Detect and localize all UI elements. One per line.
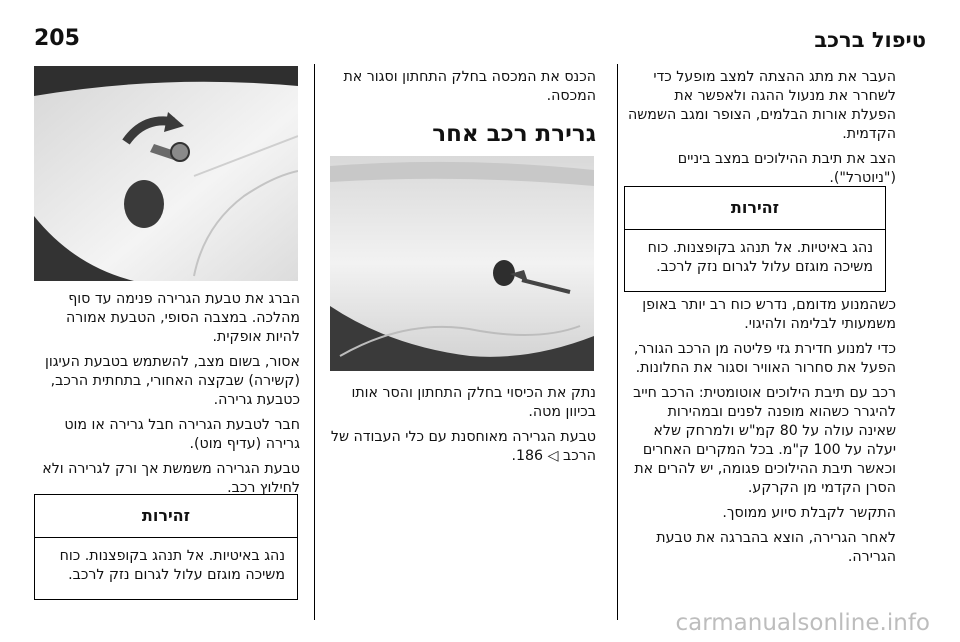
middle-column-bottom xyxy=(326,384,596,472)
paragraph: הכנס את המכסה בחלק התחתון וסגור את המכסה. xyxy=(343,69,596,104)
paragraph: רכב עם תיבת הילוכים אוטומטית: הרכב חייב להיגרר כשהוא מופנה לפנים ובמהירות שאינה עולה על 80 קמ"ש ולמרחק שלא יעלה על 100 ק"מ. בכל המקרים האחרים וכאשר תיבת ההילוכים פגומה, יש להרים את הסרן הקדמי מן הקרקע. xyxy=(633,385,896,496)
paragraph: חבר לטבעת הגרירה חבל גרירה או מוט גרירה (עדיף מוט). xyxy=(64,417,300,452)
towing-eye-illustration xyxy=(34,66,298,281)
towing-eye-photo xyxy=(34,66,298,281)
warning-box-left xyxy=(34,494,298,600)
chapter-title: טיפול ברכב xyxy=(814,28,926,52)
paragraph: לאחר הגרירה, הוצא בהברגה את טבעת הגרירה. xyxy=(656,530,896,565)
column-divider-left xyxy=(314,64,315,620)
page-number: 205 xyxy=(34,26,80,51)
middle-column-top xyxy=(326,68,596,166)
rear-bumper-photo xyxy=(330,156,594,371)
warning-body: נהג באיטיות. אל תנהג בקופצנות. כוח משיכה מוגזם עלול לגרום נזק לרכב. xyxy=(647,240,873,275)
paragraph: נתק את הכיסוי בחלק התחתון והסר אותו בכיוון מטה. xyxy=(351,385,596,420)
left-column xyxy=(30,290,300,504)
page-reference-arrow-icon: ◁ xyxy=(547,448,559,464)
reference-text: טבעת הגרירה מאוחסנת עם כלי העבודה של הרכב xyxy=(330,429,596,464)
warning-box-right xyxy=(624,186,886,292)
column-divider-right xyxy=(617,64,618,620)
warning-body: נהג באיטיות. אל תנהג בקופצנות. כוח משיכה מוגזם עלול לגרום נזק לרכב. xyxy=(59,548,285,583)
paragraph: העבר את מתג ההצתה למצב מופעל כדי לשחרר את מנעול ההגה ולאפשר את הפעלת אורות הבלמים, הצופר ומגב השמשה הקדמית. xyxy=(627,69,896,142)
section-heading: גרירת רכב אחר xyxy=(432,121,596,147)
paragraph: התקשר לקבלת סיוע ממוסך. xyxy=(722,505,896,521)
warning-title: זהירות xyxy=(35,495,297,538)
paragraph: טבעת הגרירה משמשת אך ורק לגרירה ולא לחילוץ רכב. xyxy=(42,461,300,496)
right-column-lower xyxy=(628,296,896,573)
page-reference-link[interactable]: 186. xyxy=(511,448,544,464)
paragraph: הצב את תיבת ההילוכים במצב ביניים ("ניוטרל"). xyxy=(677,151,896,186)
paragraph: כשהמנוע מדומם, נדרש כוח רב יותר באופן משמעותי לבלימה ולהיגוי. xyxy=(642,297,896,332)
warning-title: זהירות xyxy=(625,187,885,230)
bumper-illustration xyxy=(330,156,594,371)
right-column xyxy=(628,68,896,194)
page-header xyxy=(34,26,926,56)
reference-paragraph xyxy=(326,428,596,466)
paragraph: אסור, בשום מצב, להשתמש בטבעת העיגון (קשירה) שבקצה האחורי, בתחתית הרכב, כטבעת גרירה. xyxy=(44,354,300,408)
paragraph: כדי למנוע חדירת גזי פליטה מן הרכב הגורר, הפעל את סחרור האוויר וסגור את החלונות. xyxy=(633,341,896,376)
paragraph: הברג את טבעת הגרירה פנימה עד סוף מהלכה. במצבה הסופי, הטבעת אמורה להיות אופקית. xyxy=(65,291,300,345)
watermark: carmanualsonline.info xyxy=(675,610,930,636)
